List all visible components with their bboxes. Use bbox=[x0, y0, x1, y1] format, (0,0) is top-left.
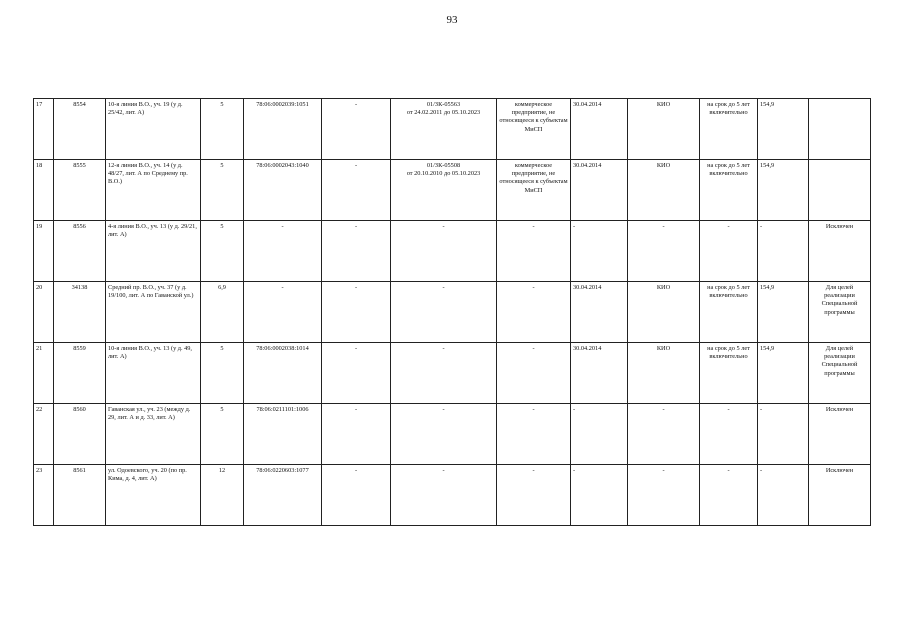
number-cell: 154,9 bbox=[758, 99, 809, 160]
term-cell: на срок до 5 лет включительно bbox=[700, 99, 758, 160]
contract-cell bbox=[391, 465, 497, 526]
number-cell: 154,9 bbox=[758, 160, 809, 221]
column-6-cell: - bbox=[322, 282, 391, 343]
contract-cell bbox=[391, 343, 497, 404]
date-cell: 30.04.2014 bbox=[571, 99, 628, 160]
cadastral-number-cell: 78:06:0002039:1051 bbox=[244, 99, 322, 160]
quantity-cell: 5 bbox=[201, 221, 244, 282]
table-row bbox=[34, 99, 871, 160]
contract-number: - bbox=[442, 345, 445, 352]
contract-period: от 24.02.2011 до 05.10.2023 bbox=[406, 109, 481, 117]
cadastral-number-cell: 78:06:0220603:1077 bbox=[244, 465, 322, 526]
tenant-cell: - bbox=[497, 282, 571, 343]
object-id: 34138 bbox=[54, 282, 106, 343]
row-number: 21 bbox=[34, 343, 54, 404]
address-cell: ул. Одоевского, уч. 20 (по пр. Кима, д. 4, лит. А) bbox=[106, 465, 201, 526]
column-6-cell: - bbox=[322, 404, 391, 465]
address-cell: 10-я линия В.О., уч. 19 (у д. 25/42, лит. А) bbox=[106, 99, 201, 160]
date-cell: 30.04.2014 bbox=[571, 282, 628, 343]
date-cell: - bbox=[571, 404, 628, 465]
cadastral-number-cell: 78:06:0002038:1014 bbox=[244, 343, 322, 404]
organization-cell: - bbox=[628, 465, 700, 526]
cadastral-number-cell: 78:06:0002043:1040 bbox=[244, 160, 322, 221]
address-cell: 4-я линия В.О., уч. 13 (у д. 29/21, лит. А) bbox=[106, 221, 201, 282]
organization-cell: КИО bbox=[628, 282, 700, 343]
number-cell: - bbox=[758, 404, 809, 465]
quantity-cell: 5 bbox=[201, 99, 244, 160]
tenant-cell: - bbox=[497, 343, 571, 404]
row-number: 23 bbox=[34, 465, 54, 526]
column-6-cell: - bbox=[322, 221, 391, 282]
organization-cell: КИО bbox=[628, 99, 700, 160]
contract-cell bbox=[391, 404, 497, 465]
row-number: 22 bbox=[34, 404, 54, 465]
column-6-cell: - bbox=[322, 160, 391, 221]
contract-number: - bbox=[442, 284, 445, 291]
address-cell: Средний пр. В.О., уч. 37 (у д. 19/100, лит. А по Гаванской ул.) bbox=[106, 282, 201, 343]
organization-cell: КИО bbox=[628, 343, 700, 404]
contract-number: - bbox=[442, 406, 445, 413]
number-cell: - bbox=[758, 465, 809, 526]
quantity-cell: 5 bbox=[201, 404, 244, 465]
term-cell: на срок до 5 лет включительно bbox=[700, 160, 758, 221]
term-cell: - bbox=[700, 221, 758, 282]
table-row bbox=[34, 343, 871, 404]
term-cell: - bbox=[700, 465, 758, 526]
number-cell: - bbox=[758, 221, 809, 282]
date-cell: - bbox=[571, 465, 628, 526]
object-id: 8561 bbox=[54, 465, 106, 526]
contract-cell bbox=[391, 282, 497, 343]
object-id: 8556 bbox=[54, 221, 106, 282]
note-cell: Исключен bbox=[809, 221, 871, 282]
object-id: 8555 bbox=[54, 160, 106, 221]
note-cell: Исключен bbox=[809, 465, 871, 526]
term-cell: на срок до 5 лет включительно bbox=[700, 282, 758, 343]
contract-number: - bbox=[442, 223, 445, 230]
contract-cell bbox=[391, 99, 497, 160]
number-cell: 154,9 bbox=[758, 343, 809, 404]
date-cell: - bbox=[571, 221, 628, 282]
address-cell: 10-я линия В.О., уч. 13 (у д. 49, лит. А) bbox=[106, 343, 201, 404]
row-number: 18 bbox=[34, 160, 54, 221]
contract-cell bbox=[391, 160, 497, 221]
contract-number: 01/ЗК-05508 bbox=[426, 162, 461, 169]
cadastral-number-cell: - bbox=[244, 282, 322, 343]
note-cell bbox=[809, 160, 871, 221]
row-number: 19 bbox=[34, 221, 54, 282]
column-6-cell: - bbox=[322, 465, 391, 526]
table-row bbox=[34, 160, 871, 221]
organization-cell: КИО bbox=[628, 160, 700, 221]
object-id: 8554 bbox=[54, 99, 106, 160]
object-id: 8559 bbox=[54, 343, 106, 404]
organization-cell: - bbox=[628, 221, 700, 282]
table-row bbox=[34, 221, 871, 282]
note-cell: Для целей реализации Специальной программы bbox=[809, 343, 871, 404]
column-6-cell: - bbox=[322, 99, 391, 160]
contract-cell bbox=[391, 221, 497, 282]
address-cell: Гаванская ул., уч. 23 (между д. 29, лит. А и д. 33, лит. А) bbox=[106, 404, 201, 465]
date-cell: 30.04.2014 bbox=[571, 160, 628, 221]
quantity-cell: 12 bbox=[201, 465, 244, 526]
note-cell bbox=[809, 99, 871, 160]
row-number: 17 bbox=[34, 99, 54, 160]
row-number: 20 bbox=[34, 282, 54, 343]
term-cell: на срок до 5 лет включительно bbox=[700, 343, 758, 404]
quantity-cell: 6,9 bbox=[201, 282, 244, 343]
note-cell: Для целей реализации Специальной программы bbox=[809, 282, 871, 343]
contract-number: 01/ЗК-05563 bbox=[426, 101, 461, 108]
organization-cell: - bbox=[628, 404, 700, 465]
table-row bbox=[34, 465, 871, 526]
quantity-cell: 5 bbox=[201, 343, 244, 404]
tenant-cell: коммерческое предприятие, не относящееся к субъектам МиСП bbox=[497, 160, 571, 221]
object-id: 8560 bbox=[54, 404, 106, 465]
number-cell: 154,9 bbox=[758, 282, 809, 343]
page-number: 93 bbox=[446, 14, 458, 26]
tenant-cell: - bbox=[497, 221, 571, 282]
table-row bbox=[34, 282, 871, 343]
table-row bbox=[34, 404, 871, 465]
contract-period: от 20.10.2010 до 05.10.2023 bbox=[406, 170, 481, 178]
note-cell: Исключен bbox=[809, 404, 871, 465]
cadastral-number-cell: - bbox=[244, 221, 322, 282]
term-cell: - bbox=[700, 404, 758, 465]
tenant-cell: - bbox=[497, 465, 571, 526]
address-cell: 12-я линия В.О., уч. 14 (у д. 48/27, лит. А по Среднему пр. В.О.) bbox=[106, 160, 201, 221]
cadastral-number-cell: 78:06:0211101:1006 bbox=[244, 404, 322, 465]
tenant-cell: коммерческое предприятие, не относящееся к субъектам МиСП bbox=[497, 99, 571, 160]
date-cell: 30.04.2014 bbox=[571, 343, 628, 404]
quantity-cell: 5 bbox=[201, 160, 244, 221]
contract-number: - bbox=[442, 467, 445, 474]
column-6-cell: - bbox=[322, 343, 391, 404]
tenant-cell: - bbox=[497, 404, 571, 465]
registry-table bbox=[33, 98, 871, 526]
